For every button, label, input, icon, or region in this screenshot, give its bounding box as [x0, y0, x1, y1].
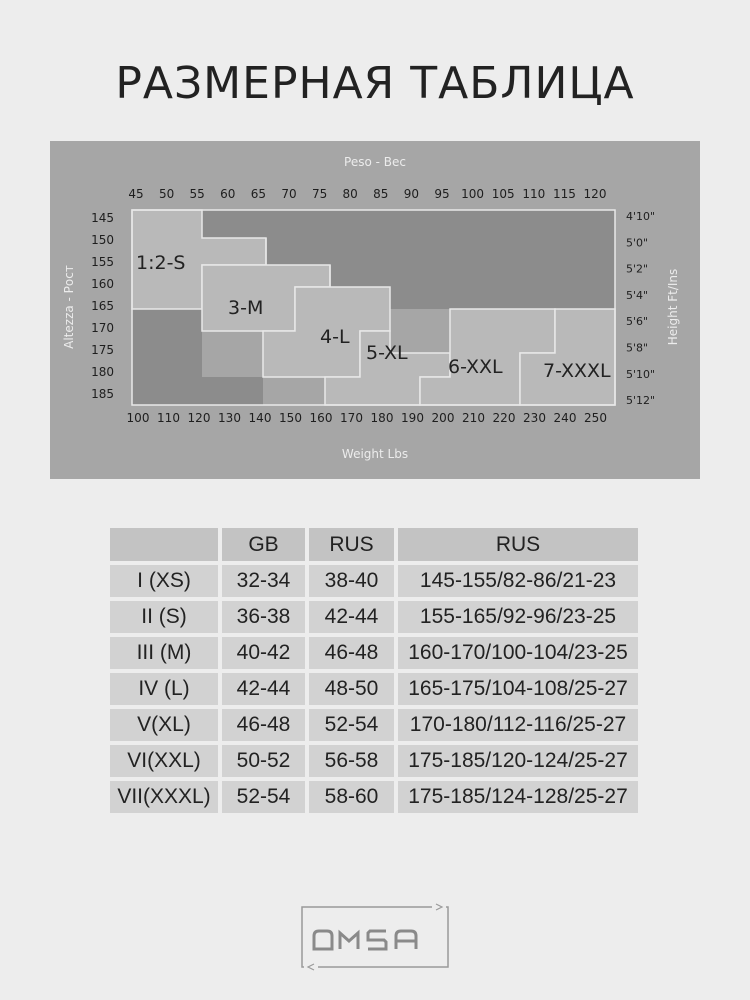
size-label-3-m: 3-M [228, 297, 264, 319]
right-axis-label: Height Ft/Ins [666, 268, 680, 346]
cm-tick-label: 180 [91, 365, 114, 379]
table-header-row [110, 528, 638, 561]
kg-tick-label: 60 [220, 187, 236, 201]
table-cell: 36-38 [222, 601, 305, 633]
table-cell: 32-34 [222, 565, 305, 597]
cm-tick-labels [91, 211, 114, 401]
lbs-tick-label: 150 [279, 411, 302, 425]
table-cell: 50-52 [222, 745, 305, 777]
table-cell: VI(XXL) [110, 745, 218, 777]
lbs-tick-label: 160 [309, 411, 333, 425]
header-cell-gb: GB [222, 528, 305, 561]
table-cell: 52-54 [222, 781, 305, 813]
ft-tick-label: 4'10" [626, 210, 656, 223]
table-cell: 155-165/92-96/23-25 [398, 601, 638, 633]
table-row [110, 565, 638, 597]
lbs-tick-label: 190 [401, 411, 424, 425]
kg-tick-labels [128, 187, 606, 201]
kg-tick-label: 70 [281, 187, 297, 201]
table-cell: 175-185/124-128/25-27 [398, 781, 638, 813]
size-label-4-l: 4-L [320, 326, 350, 348]
kg-tick-label: 95 [434, 187, 450, 201]
table-cell: 52-54 [309, 709, 394, 741]
size-table [106, 524, 642, 817]
table-cell: I (XS) [110, 565, 218, 597]
kg-tick-label: 50 [158, 187, 175, 201]
cm-tick-label: 150 [91, 233, 114, 247]
left-axis-label: Altezza - Рост [62, 265, 76, 349]
table-cell: III (M) [110, 637, 218, 669]
lbs-tick-label: 180 [370, 411, 394, 425]
table-cell: 46-48 [222, 709, 305, 741]
table-row [110, 745, 638, 777]
table-cell: 48-50 [309, 673, 394, 705]
table-cell: 42-44 [309, 601, 394, 633]
lbs-tick-label: 240 [553, 411, 577, 425]
table-cell: 160-170/100-104/23-25 [398, 637, 638, 669]
logo-text: OMSA [373, 961, 377, 962]
ft-tick-label: 5'10" [626, 367, 656, 381]
kg-tick-label: 75 [311, 187, 328, 201]
table-cell: VII(XXXL) [110, 781, 218, 813]
kg-tick-label: 80 [342, 187, 358, 201]
table-cell: 145-155/82-86/21-23 [398, 565, 638, 597]
table-cell: 175-185/120-124/25-27 [398, 745, 638, 777]
page-title: РАЗМЕРНАЯ ТАБЛИЦА [115, 58, 635, 109]
table-cell: IV (L) [110, 673, 218, 705]
lbs-tick-label: 230 [523, 411, 546, 425]
lbs-tick-label: 120 [187, 411, 211, 425]
kg-tick-label: 120 [583, 187, 607, 201]
table-row [110, 637, 638, 669]
lbs-tick-label: 200 [431, 411, 455, 425]
ft-tick-label: 5'12" [626, 394, 656, 408]
ft-tick-label: 5'4" [626, 288, 649, 302]
lbs-tick-label: 110 [157, 411, 180, 425]
kg-tick-label: 100 [461, 187, 485, 201]
table-cell: II (S) [110, 601, 218, 633]
kg-tick-label: 45 [128, 187, 144, 201]
size-chart-graphic [50, 141, 700, 479]
omsa-logo [300, 903, 450, 971]
table-cell: 165-175/104-108/25-27 [398, 673, 638, 705]
lbs-tick-labels [127, 411, 607, 425]
size-label-7-xxxl: 7-XXXL [543, 360, 611, 382]
header-cell-rus-measures: RUS [398, 528, 638, 561]
table-cell: 38-40 [309, 565, 394, 597]
cm-tick-label: 155 [91, 255, 114, 269]
cm-tick-label: 175 [91, 343, 114, 357]
cm-tick-label: 145 [91, 211, 114, 225]
lbs-tick-label: 250 [584, 411, 607, 425]
cm-tick-label: 165 [91, 299, 114, 313]
size-chart [50, 141, 700, 479]
omsa-logo-graphic [300, 903, 450, 971]
kg-tick-label: 65 [250, 187, 267, 201]
kg-tick-label: 55 [189, 187, 205, 201]
cm-tick-label: 160 [91, 277, 114, 291]
cm-tick-label: 185 [91, 387, 114, 401]
kg-tick-label: 110 [522, 187, 546, 201]
ft-tick-label: 5'0" [626, 236, 649, 250]
kg-tick-label: 105 [491, 187, 515, 201]
table-row [110, 781, 638, 813]
table-row [110, 601, 638, 633]
table-row [110, 673, 638, 705]
ft-tick-label: 5'8" [626, 341, 649, 355]
kg-tick-label: 85 [373, 187, 389, 201]
table-cell: V(XL) [110, 709, 218, 741]
table-cell: 58-60 [309, 781, 394, 813]
table-cell: 170-180/112-116/25-27 [398, 709, 638, 741]
lbs-tick-label: 170 [340, 411, 363, 425]
ft-tick-label: 5'2" [626, 262, 649, 276]
kg-tick-label: 115 [552, 187, 576, 201]
top-axis-label: Peso - Вес [344, 155, 406, 169]
table-cell: 42-44 [222, 673, 305, 705]
ft-tick-labels [626, 210, 655, 407]
table-row [110, 709, 638, 741]
table-cell: 46-48 [309, 637, 394, 669]
lbs-tick-label: 210 [462, 411, 485, 425]
cm-tick-label: 170 [91, 321, 114, 335]
table-cell: 56-58 [309, 745, 394, 777]
table-body [110, 565, 638, 813]
lbs-tick-label: 140 [248, 411, 272, 425]
ft-tick-label: 5'6" [626, 315, 649, 329]
lbs-tick-label: 100 [126, 411, 150, 425]
table-cell: 40-42 [222, 637, 305, 669]
lbs-tick-label: 130 [218, 411, 241, 425]
size-label-1-2-s: 1:2-S [136, 252, 186, 274]
kg-tick-label: 90 [403, 187, 420, 201]
lbs-tick-label: 220 [492, 411, 516, 425]
size-label-6-xxl: 6-XXL [448, 356, 503, 378]
bottom-axis-label: Weight Lbs [341, 447, 409, 461]
header-cell-rus: RUS [309, 528, 394, 561]
size-label-5-xl: 5-XL [366, 342, 408, 364]
header-cell [110, 528, 218, 561]
